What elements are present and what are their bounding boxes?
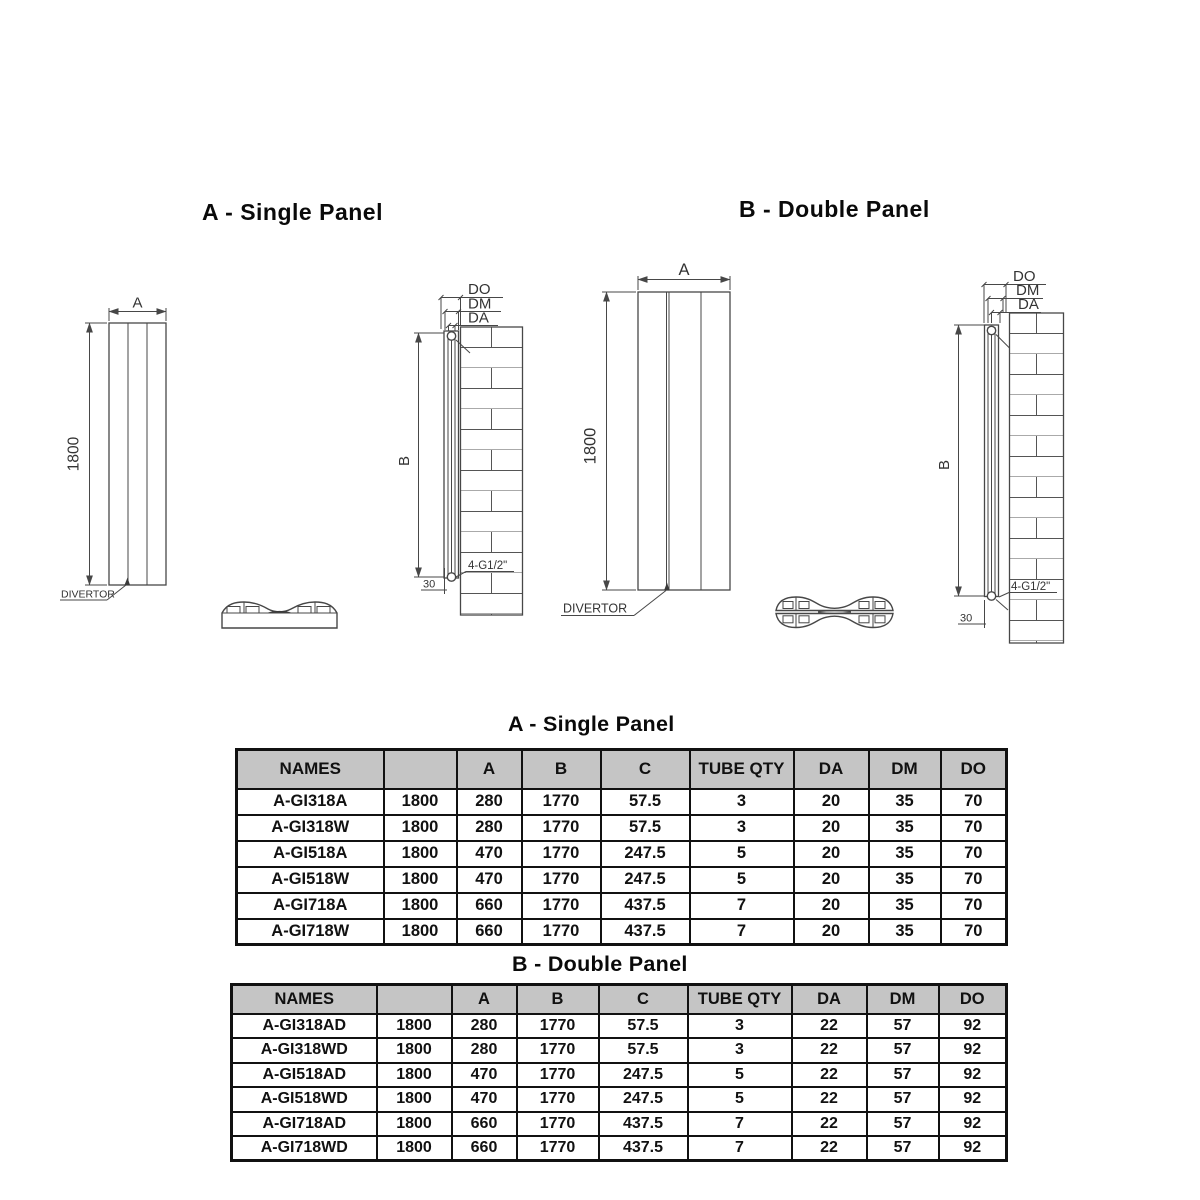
table-cell: 660	[452, 1136, 517, 1161]
table-row	[237, 841, 1007, 867]
table-cell: 1770	[517, 1063, 599, 1088]
table-cell: A	[457, 750, 522, 789]
connection-label: 4-G1/2"	[1011, 581, 1051, 593]
table-cell: 35	[869, 789, 941, 815]
table-cell: DO	[941, 750, 1007, 789]
table-cell: 437.5	[599, 1136, 688, 1161]
table-cell: 35	[869, 815, 941, 841]
table-cell: 470	[457, 867, 522, 893]
table-cell: 7	[690, 919, 794, 945]
table-cell: 20	[794, 919, 869, 945]
table-cell: 437.5	[599, 1112, 688, 1137]
table-cell: C	[601, 750, 690, 789]
table-row	[237, 815, 1007, 841]
table-cell: B	[517, 985, 599, 1014]
dim-1800-label: 1800	[65, 436, 83, 472]
dim-1800-label: 1800	[581, 427, 600, 465]
table-cell: 22	[792, 1038, 867, 1063]
table-cell: 247.5	[601, 867, 690, 893]
table-cell: 92	[939, 1136, 1007, 1161]
front-view-double	[561, 261, 730, 616]
table-cell: 1770	[517, 1112, 599, 1137]
table-cell: A-GI318W	[237, 815, 384, 841]
table-cell: 280	[457, 789, 522, 815]
table-cell: 22	[792, 1014, 867, 1039]
top-view-double	[776, 597, 893, 628]
table-cell: 70	[941, 919, 1007, 945]
table-cell: 660	[457, 893, 522, 919]
table-cell: 280	[452, 1038, 517, 1063]
table-cell: 247.5	[601, 841, 690, 867]
table-cell: A-GI318WD	[232, 1038, 377, 1063]
table-cell: 1770	[522, 867, 601, 893]
table-cell: 35	[869, 867, 941, 893]
table-cell: 280	[457, 815, 522, 841]
table-cell: 22	[792, 1112, 867, 1137]
dim-da-label: DA	[1018, 296, 1039, 313]
table-cell	[384, 750, 457, 789]
table-cell: 660	[452, 1112, 517, 1137]
table-cell: DO	[939, 985, 1007, 1014]
table-cell: 3	[688, 1014, 792, 1039]
table-cell: 57.5	[599, 1038, 688, 1063]
table-header-row	[237, 750, 1007, 789]
table-cell: 22	[792, 1087, 867, 1112]
dim-a-label: A	[132, 294, 143, 312]
dim-a-label: A	[678, 261, 690, 279]
table-cell: 35	[869, 919, 941, 945]
table-cell: 1770	[517, 1087, 599, 1112]
table-cell: 1800	[377, 1136, 452, 1161]
table-cell: 57	[867, 1014, 939, 1039]
table-cell: A-GI718AD	[232, 1112, 377, 1137]
table-cell: 1770	[517, 1014, 599, 1039]
table-cell: 57.5	[601, 789, 690, 815]
divertor-label: DIVERTOR	[563, 601, 628, 616]
table-cell: 70	[941, 893, 1007, 919]
table-cell: 35	[869, 893, 941, 919]
table-cell: 20	[794, 789, 869, 815]
table-row	[237, 893, 1007, 919]
wall-double	[1010, 313, 1064, 643]
table-cell: 20	[794, 893, 869, 919]
table-row	[232, 1014, 1007, 1039]
dim-b-label: B	[396, 455, 413, 467]
table-cell: 1770	[517, 1038, 599, 1063]
table-row	[237, 867, 1007, 893]
table-row	[232, 1136, 1007, 1161]
table-cell: DM	[869, 750, 941, 789]
table-row	[232, 1112, 1007, 1137]
table-cell: DA	[794, 750, 869, 789]
table-cell: 5	[690, 867, 794, 893]
table-cell: 5	[688, 1087, 792, 1112]
table-cell: 470	[457, 841, 522, 867]
side-view-single	[396, 281, 523, 615]
dim-do-label: DO	[468, 281, 491, 298]
table-cell: 3	[690, 815, 794, 841]
drawing-title-double: B - Double Panel	[739, 196, 930, 222]
dim-dm-label: DM	[1016, 282, 1040, 299]
table-cell: 247.5	[599, 1063, 688, 1088]
table-cell: 92	[939, 1063, 1007, 1088]
table-cell: 22	[792, 1136, 867, 1161]
table-cell: DA	[792, 985, 867, 1014]
dim-do-label: DO	[1013, 268, 1036, 285]
table-cell: 1800	[384, 919, 457, 945]
table-row	[232, 1087, 1007, 1112]
divertor-label: DIVERTOR	[61, 588, 115, 601]
wall-gap-label: 30	[423, 578, 436, 591]
table-cell: 7	[688, 1136, 792, 1161]
table-cell: 1770	[522, 789, 601, 815]
table-cell: 70	[941, 841, 1007, 867]
table-cell: A-GI518A	[237, 841, 384, 867]
table-cell: TUBE QTY	[688, 985, 792, 1014]
spec-table-double	[230, 983, 1008, 1162]
table-cell: 470	[452, 1063, 517, 1088]
table-cell: 57	[867, 1136, 939, 1161]
top-view-single	[222, 602, 337, 628]
table-cell: 1800	[377, 1014, 452, 1039]
table-cell: 1770	[522, 893, 601, 919]
table-cell: 20	[794, 867, 869, 893]
table-cell: 3	[688, 1038, 792, 1063]
side-view-double	[936, 268, 1064, 643]
table-cell: 1800	[384, 867, 457, 893]
table-cell: 70	[941, 815, 1007, 841]
dim-da-label: DA	[468, 309, 489, 327]
table-cell: A-GI718W	[237, 919, 384, 945]
table-cell: NAMES	[232, 985, 377, 1014]
dim-b-label: B	[936, 459, 953, 471]
table-cell: 1770	[517, 1136, 599, 1161]
table-cell: 470	[452, 1087, 517, 1112]
table-cell: 1800	[384, 789, 457, 815]
table-cell: 22	[792, 1063, 867, 1088]
table-row	[237, 919, 1007, 945]
table-cell: A-GI518WD	[232, 1087, 377, 1112]
table-cell: C	[599, 985, 688, 1014]
table-cell: 7	[688, 1112, 792, 1137]
table-cell	[377, 985, 452, 1014]
table-cell: 7	[690, 893, 794, 919]
table-cell: 1770	[522, 919, 601, 945]
table-cell: A-GI318AD	[232, 1014, 377, 1039]
table-cell: 92	[939, 1014, 1007, 1039]
table-cell: 57	[867, 1038, 939, 1063]
table-cell: 57.5	[599, 1014, 688, 1039]
table-cell: A-GI718A	[237, 893, 384, 919]
table-cell: 92	[939, 1087, 1007, 1112]
table-cell: 1800	[377, 1038, 452, 1063]
dim-dm-label: DM	[468, 295, 492, 313]
table-cell: TUBE QTY	[690, 750, 794, 789]
table-cell: 1800	[384, 841, 457, 867]
table-cell: 70	[941, 867, 1007, 893]
table-cell: 5	[688, 1063, 792, 1088]
table-cell: 57	[867, 1087, 939, 1112]
table-header-row	[232, 985, 1007, 1014]
table-cell: 70	[941, 789, 1007, 815]
table-cell: 57	[867, 1112, 939, 1137]
table-cell: A-GI318A	[237, 789, 384, 815]
table-cell: NAMES	[237, 750, 384, 789]
table-cell: 57	[867, 1063, 939, 1088]
table-title-single: A - Single Panel	[508, 712, 675, 736]
table-cell: 20	[794, 815, 869, 841]
table-row	[237, 789, 1007, 815]
table-cell: B	[522, 750, 601, 789]
table-cell: 660	[457, 919, 522, 945]
table-cell: 1770	[522, 815, 601, 841]
table-cell: A-GI518AD	[232, 1063, 377, 1088]
table-cell: 280	[452, 1014, 517, 1039]
table-row	[232, 1038, 1007, 1063]
table-cell: 1800	[377, 1087, 452, 1112]
table-cell: 57.5	[601, 815, 690, 841]
table-cell: 3	[690, 789, 794, 815]
table-cell: A-GI518W	[237, 867, 384, 893]
table-cell: 1770	[522, 841, 601, 867]
table-cell: 437.5	[601, 893, 690, 919]
table-cell: 1800	[384, 815, 457, 841]
table-cell: A	[452, 985, 517, 1014]
table-cell: A-GI718WD	[232, 1136, 377, 1161]
spec-table-single	[235, 748, 1008, 946]
table-row	[232, 1063, 1007, 1088]
wall-gap-label: 30	[960, 612, 973, 625]
table-cell: 1800	[384, 893, 457, 919]
front-view-single	[60, 295, 166, 601]
drawing-title-single: A - Single Panel	[202, 199, 383, 225]
table-cell: 1800	[377, 1112, 452, 1137]
table-cell: 20	[794, 841, 869, 867]
table-cell: 247.5	[599, 1087, 688, 1112]
table-cell: 92	[939, 1112, 1007, 1137]
table-title-double: B - Double Panel	[512, 952, 688, 976]
table-cell: 92	[939, 1038, 1007, 1063]
table-cell: 5	[690, 841, 794, 867]
connection-label: 4-G1/2"	[468, 560, 508, 572]
table-cell: 437.5	[601, 919, 690, 945]
table-cell: 35	[869, 841, 941, 867]
table-cell: DM	[867, 985, 939, 1014]
table-cell: 1800	[377, 1063, 452, 1088]
